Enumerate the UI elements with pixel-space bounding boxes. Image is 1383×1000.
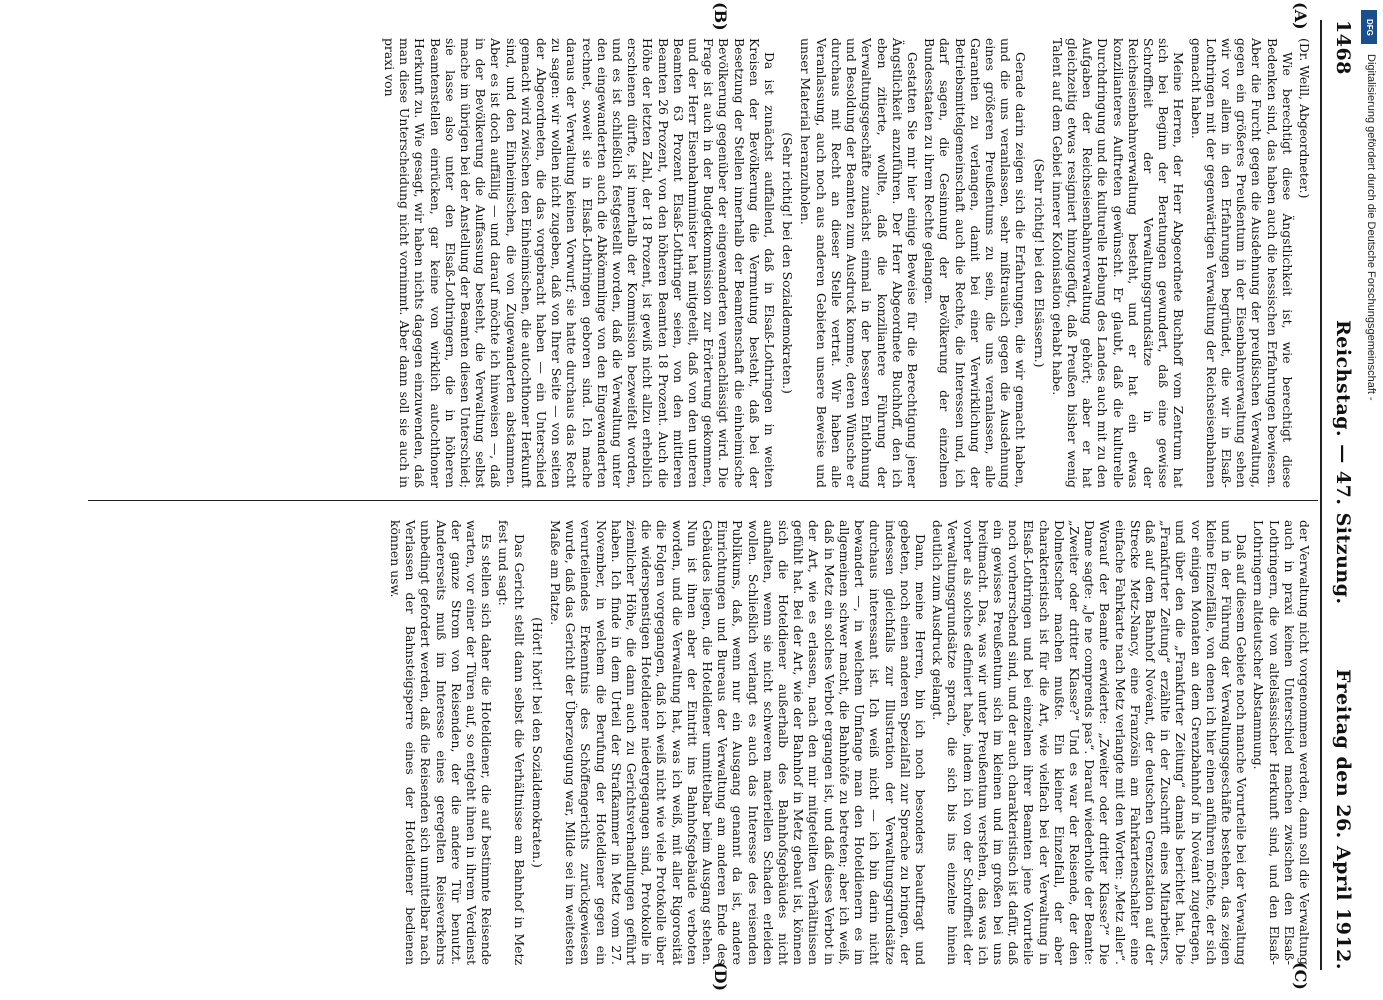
- document-page: [70, 0, 1370, 1000]
- credit-text: Digitalisierung gefördert durch die Deutsche Forschungsgemeinschaft -: [1365, 54, 1377, 401]
- right-column-paragraph: Es stellen sich daher die Hoteldiener, die auf bestimmte Reisende warten, vor einer der Türen auf, so entgeht ihnen in ihrem Verdienst der ganze Strom von Reisenden, der die andere Tür benutzt. Andererseits muß im Interesse eines geregelten Reiseverkehrs unbedingt gefordert werden, daß die Reisenden sich unmittelbar nach Verlassen der Bahnsteigsperre eines der Hoteldiener bedienen können usw.: [388, 520, 495, 965]
- right-column-paragraph: Dann, meine Herren, bin ich noch besonders beauftragt und gebeten, noch einen anderen Spezialfall zur Sprache zu bringen, der indessen gleichfalls zur Illustration der Verwaltungsgrundsätze durchaus interessant ist. Ich weiß nicht — ich bin darin nicht bewandert —, in welchem Umfange man den Hoteldienern es im allgemeinen schwer macht, die Bahnhöfe zu betreten; aber ich weiß, daß in Metz ein solches Verbot ergangen ist, und daß dieses Verbot in der Art, wie es erlassen, nach den mir mitgeteilten Verhältnissen gefühlt hat. Bei der Art, wie der Bahnhof in Metz gebaut ist, können sich die Hoteldiener außerhalb des Bahnhofsgebäudes nicht aufhalten, wenn sie nicht schweren materiellen Schaden erleiden wollen. Schließlich verlangt es auch das Interesse des reisenden Publikums, daß, wenn nur ein Ausgang genannt da ist, andere Einrichtungen und Bureaus der Verwaltung am anderen Ende des Gebäudes liegen, die Hoteldiener unmittelbar beim Ausgang stehen. Nun ist ihnen aber der Eintritt ins Bahnhofsgebäude verboten worden, und die Verwaltung hat, was ich weiß, mit aller Rigorosität die Folgen vorgegangen, daß ich weiß nicht wie viele Protokolle über die widerspenstigen Hoteldiener niedergegangen sind, Protokolle in ziemlicher Höhe, die dann auch zu Gerichtsverhandlungen geführt haben. Ich finde in dem Urteil der Strafkammer in Metz vom 27. November, in welchem die Berufung der Hoteldiener gegen ein verurteilendes Erkenntnis des Schöffengerichts zurückgewiesen wurde, daß das Gericht der Überzeugung war, Milde sei im weitesten Maße am Platze.: [548, 520, 928, 965]
- right-column-paragraph: der Verwaltung nicht vorgenommen werden, dann soll die Verwaltung auch in praxi keinen Unterschied machen zwischen den Elsaß-Lothringern, die von altelsässischer Herkunft sind, und den Elsaß-Lothringern altdeutscher Abstammung.: [1251, 520, 1312, 965]
- right-column-paragraph: Das Gericht stellt dann selbst die Verhältnisse am Bahnhof in Metz fest und sagt:: [496, 520, 527, 965]
- left-column-paragraph: (Dr. Weill, Abgeordneter.): [1297, 38, 1312, 199]
- left-column-paragraph: Da ist zunächst auffallend, daß in Elsaß-Lothringen in weiten Kreisen der Bevölkerung die Vermutung besteht, daß bei der Besetzung der Stellen innerhalb der Beamtenschaft die einheimische Bevölkerung gegenüber der eingewanderten vernachlässigt wird. Die Frage ist auch in der Budgetkommission zur Erörterung gekommen, und der Herr Eisenbahnminister hat mitgeteilt, daß von den unteren Beamten 63 Prozent Elsaß-Lothringer seien, von den mittleren Beamten 26 Prozent, von den höheren Beamten 18 Prozent. Auch die Höhe der letzten Zahl, der 18 Prozent, ist gewiß nicht allzu erheblich erschienen dürfte, ist innerhalb der Kommission bezweifelt worden, und es ist schließlich festgestellt worden, daß die Verwaltung unter den eingewanderten auch die Abkömmlinge von den Eingewanderten rechnet, soweit sie in Elsaß-Lothringen geboren sind. Ich mache daraus der Verwaltung keinen Vorwurf; sie hatte durchaus das Recht zu sagen: wir wollen nicht zugeben, daß von Ihrer Seite — von seiten der Abgeordneten, die das vorgebracht haben — ein Unterschied gemacht wird zwischen den Einheimischen, die autochthoner Herkunft sind, und den Einheimischen, die von Zugewanderten abstammen. Aber es ist doch auffällig — und darauf möchte ich hinweisen —, daß in der Bevölkerung die Auffassung besteht, die Verwaltung selbst mache im übrigen bei der Anstellung der Beamten diesen Unterschied; sie lasse also unter den Elsaß-Lothringern, die in höheren Beamtenstellen einrücken, gar keine von wirklich autochthoner Herkunft zu. Wie gesagt, wir haben nichts dagegen einzuwenden, daß man diese Unterscheidung nicht vornimmt. Aber dann soll sie auch in praxi von: [382, 38, 778, 488]
- left-column-paragraph: Wie berechtigt diese Ängstlichkeit ist, wie berechtigt diese Bedenken sind, das haben auch die hessischen Erfahrungen bewiesen. Aber die Furcht gegen die Ausdehnung der preußischen Verwaltung, gegen ein größeres Preußentum in der Eisenbahnverwaltung sehen wir vor allem in den Erfahrungen begründet, die wir in Elsaß-Lothringen mit der gegenwärtigen Verwaltung der Reichseisenbahnen gemacht haben.: [1188, 38, 1295, 488]
- left-column-paragraph: Gerade darin zeigen sich die Erfahrungen, die wir gemacht haben, und die uns veranlassen, sehr mißtrauisch gegen die Ausdehnung eines größeren Preußentums zu sein, die uns veranlassen, alle Garantien zu verlangen, damit bei einer Verwirklichung der Betriebsmittelgemeinschaft auch die Rechte, die Interessen und, ich darf sagen, die Gesinnung der Bevölkerung der einzelnen Bundesstaaten zu ihrem Rechte gelangen.: [922, 38, 1029, 488]
- margin-letter-d: (D): [711, 962, 730, 992]
- margin-letter-a: (A): [1291, 2, 1310, 30]
- session-date: Freitag den 26. April 1912.: [1332, 668, 1354, 970]
- right-column: [386, 520, 1312, 965]
- left-column-paragraph: Gestatten Sie mir hier einige Beweise für die Berechtigung jener Ängstlichkeit anzuführen. Der Herr Abgeordnete Buchhoff, den ich eben zitierte, wollte, daß die konziliantere Führung der Verwaltungsgeschäfte zunächst einmal in der besseren Entlohnung und Besoldung der Beamten zum Ausdruck komme, deren Wünsche er durchaus mit Recht an dieser Stelle vertrat. Wir haben alle Veranlassung, auch noch aus anderen Gebieten unsere Beweise und unser Material heranzuholen.: [798, 38, 920, 488]
- right-column-paragraph: (Hört! hört! bei den Sozialdemokraten.): [529, 617, 545, 868]
- left-column-paragraph: (Sehr richtig! bei den Sozialdemokraten.): [780, 132, 796, 394]
- left-column-paragraph: (Sehr richtig! bei den Elsässern.): [1031, 158, 1047, 368]
- left-column: [380, 38, 1312, 488]
- dfg-logo: DFG: [1361, 10, 1377, 44]
- session-title: Reichstag. — 47. Sitzung.: [1332, 320, 1354, 605]
- page-number: 1468: [1332, 20, 1354, 75]
- column-divider: [88, 500, 1318, 501]
- right-column-paragraph: Daß auf diesem Gebiete noch manche Vorurteile bei der Verwaltung und in der Führung der Verwaltungsgeschäfte bestehen, das zeigen kleine Einzelfälle, von denen ich hier einen anführen möchte, der sich vor einigen Monaten an dem Grenzbahnhof in Novéant zugetragen, und über den die „Frankfurter Zeitung“ damals berichtet hat. Die „Frankfurter Zeitung“ erzählte in der Zuschrift eines Mitarbeiters, daß auf dem Bahnhof Novéant, der deutschen Grenzstation auf der Strecke Metz-Nancy, eine Französin am Fahrkartenschalter eine einfache Fahrkarte nach Metz verlangte mit den Worten: „Metz aller“. Worauf der Beamte erwiderte: „Zweiter oder dritter Klasse?“ Die Dame sagte: „Je ne comprends pas“. Darauf wiederholte der Beamte: „Zweiter oder dritter Klasse?“ Und es war der Reisende, der den Dolmetscher machen mußte. Ein kleiner Einzelfall, der aber charakteristisch ist für die Art, wie vielfach bei der Verwaltung in Elsaß-Lothringen und bei einzelnen ihrer Beamten jene Vorurteile noch vorherrschend sind, und der auch charakteristisch ist dafür, daß ein gewisses Preußentum sich im kleinen und im großen bei uns breitmacht. Das, was wir unter Preußentum verstehen, das was ich vorher als solches definiert habe, indem ich von der Schroffheit der Verwaltungsgrundsätze sprach, die sich bis ins einzelne hinein deutlich zum Ausdruck gelangt.: [930, 520, 1250, 965]
- margin-letter-c: (C): [1291, 962, 1310, 990]
- page-header: [1320, 20, 1358, 970]
- credit-strip: [1359, 10, 1381, 990]
- margin-letter-b: (B): [711, 2, 730, 31]
- left-column-paragraph: Meine Herren, der Herr Abgeordnete Buchhoff vom Zentrum hat sich bei Beginn der Beratungen gewundert, daß eine gewisse Schroffheit der Verwaltungsgrundsätze in der Reichseisenbahnverwaltung besteht, und er hat ein etwas konzilianteres Auftreten gewünscht. Er glaubt, daß die kulturelle Durchdringung und die kulturelle Hebung des Landes auch mit zu den Aufgaben der Reichseisenbahnverwaltung gehört; aber er hat gleichzeitig etwas resigniert hinzugefügt, daß Preußen bisher wenig Talent auf dem Gebiet innerer Kolonisation gehabt habe.: [1049, 38, 1187, 488]
